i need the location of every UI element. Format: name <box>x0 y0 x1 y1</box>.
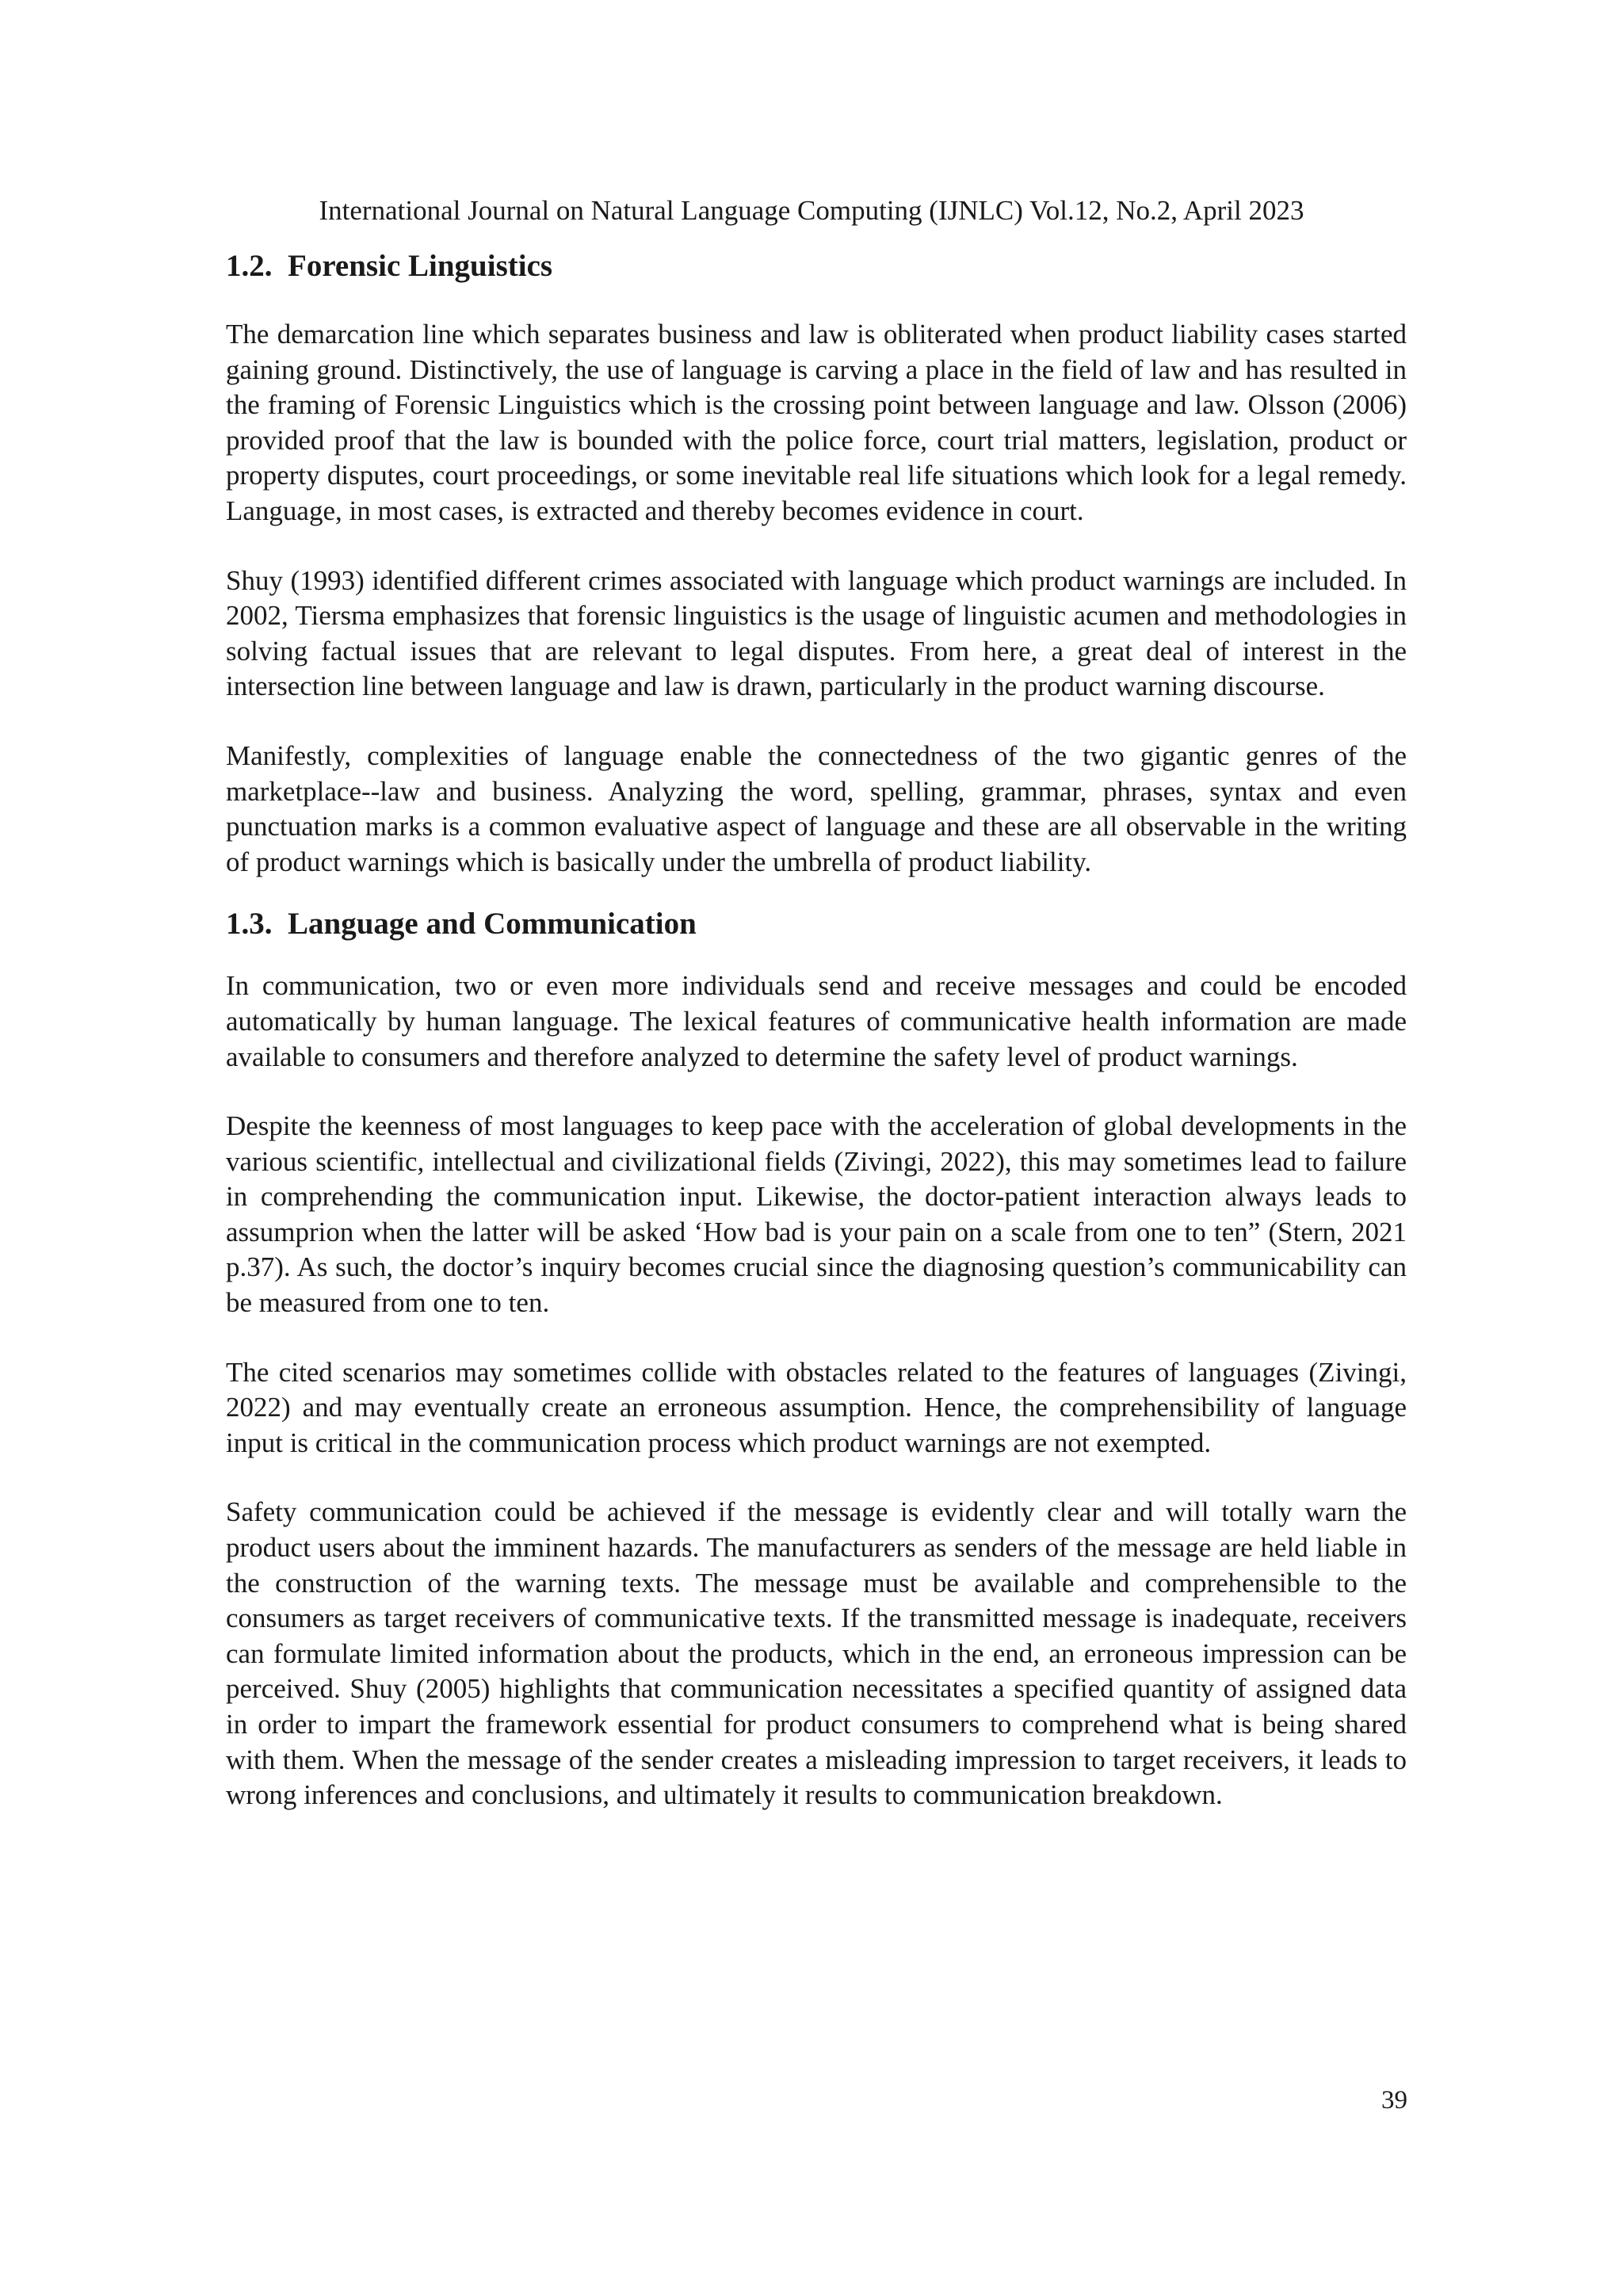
paragraph: Manifestly, complexities of language enable the connectedness of the two gigantic genres of the marketplace--law and business. Analyzing the word, spelling, grammar, phrases, syntax and even punctuation marks is a common evaluative aspect of language and these are all observable in the writing of product warnings which is basically under the umbrella of product liability. <box>226 739 1407 877</box>
paragraph: In communication, two or even more individuals send and receive messages and could be encoded automatically by human language. The lexical features of communicative health information are made available to consumers and therefore analyzed to determine the safety level of product warnings. <box>226 970 1407 1072</box>
article-body <box>226 247 1407 1813</box>
section-title: Language and Communication <box>288 907 697 942</box>
paragraph: Despite the keenness of most languages to keep pace with the acceleration of global developments in the various scientific, intellectual and civilizational fields (Zivingi, 2022), this may sometimes lead to failure in comprehending the communication input. Likewise, the doctor-patient interaction always leads to assumprion when the latter will be asked ‘How bad is your pain on a scale from one to ten” (Stern, 2021 p.37). As such, the doctor’s inquiry becomes crucial since the diagnosing question’s communicability can be measured from one to ten. <box>226 1110 1407 1319</box>
section-heading-forensic-linguistics <box>226 247 1407 285</box>
section-number: 1.3. <box>226 907 273 942</box>
section-number: 1.2. <box>226 249 273 283</box>
page-number: 39 <box>1381 2086 1407 2115</box>
journal-running-header: International Journal on Natural Language Computing (IJNLC) Vol.12, No.2, April 2023 <box>319 195 1304 226</box>
section-title: Forensic Linguistics <box>288 249 553 283</box>
paragraph: The demarcation line which separates business and law is obliterated when product liability cases started gaining ground. Distinctively, the use of language is carving a place in the field of law and has resulted in the framing of Forensic Linguistics which is the crossing point between language and law. Olsson (2006) provided proof that the law is bounded with the police force, court trial matters, legislation, product or property disputes, court proceedings, or some inevitable real life situations which look for a legal remedy. Language, in most cases, is extracted and thereby becomes evidence in court. <box>226 319 1407 526</box>
section-heading-language-and-communication <box>226 905 1407 943</box>
paragraph: Shuy (1993) identified different crimes associated with language which product warnings are included. In 2002, Tiersma emphasizes that forensic linguistics is the usage of linguistic acumen and methodologies in solving factual issues that are relevant to legal disputes. From here, a great deal of interest in the intersection line between language and law is drawn, particularly in the product warning discourse. <box>226 564 1407 702</box>
paragraph: Safety communication could be achieved if the message is evidently clear and will totally warn the product users about the imminent hazards. The manufacturers as senders of the message are held liable in the construction of the warning texts. The message must be available and comprehensible to the consumers as target receivers of communicative texts. If the transmitted message is inadequate, receivers can formulate limited information about the products, which in the end, an erroneous impression can be perceived. Shuy (2005) highlights that communication necessitates a specified quantity of assigned data in order to impart the framework essential for product consumers to comprehend what is being shared with them. When the message of the sender creates a misleading impression to target receivers, it leads to wrong inferences and conclusions, and ultimately it results to communication breakdown. <box>226 1496 1407 1811</box>
paragraph: The cited scenarios may sometimes collide with obstacles related to the features of languages (Zivingi, 2022) and may eventually create an erroneous assumption. Hence, the comprehensibility of language input is critical in the communication process which product warnings are not exempted. <box>226 1356 1407 1458</box>
